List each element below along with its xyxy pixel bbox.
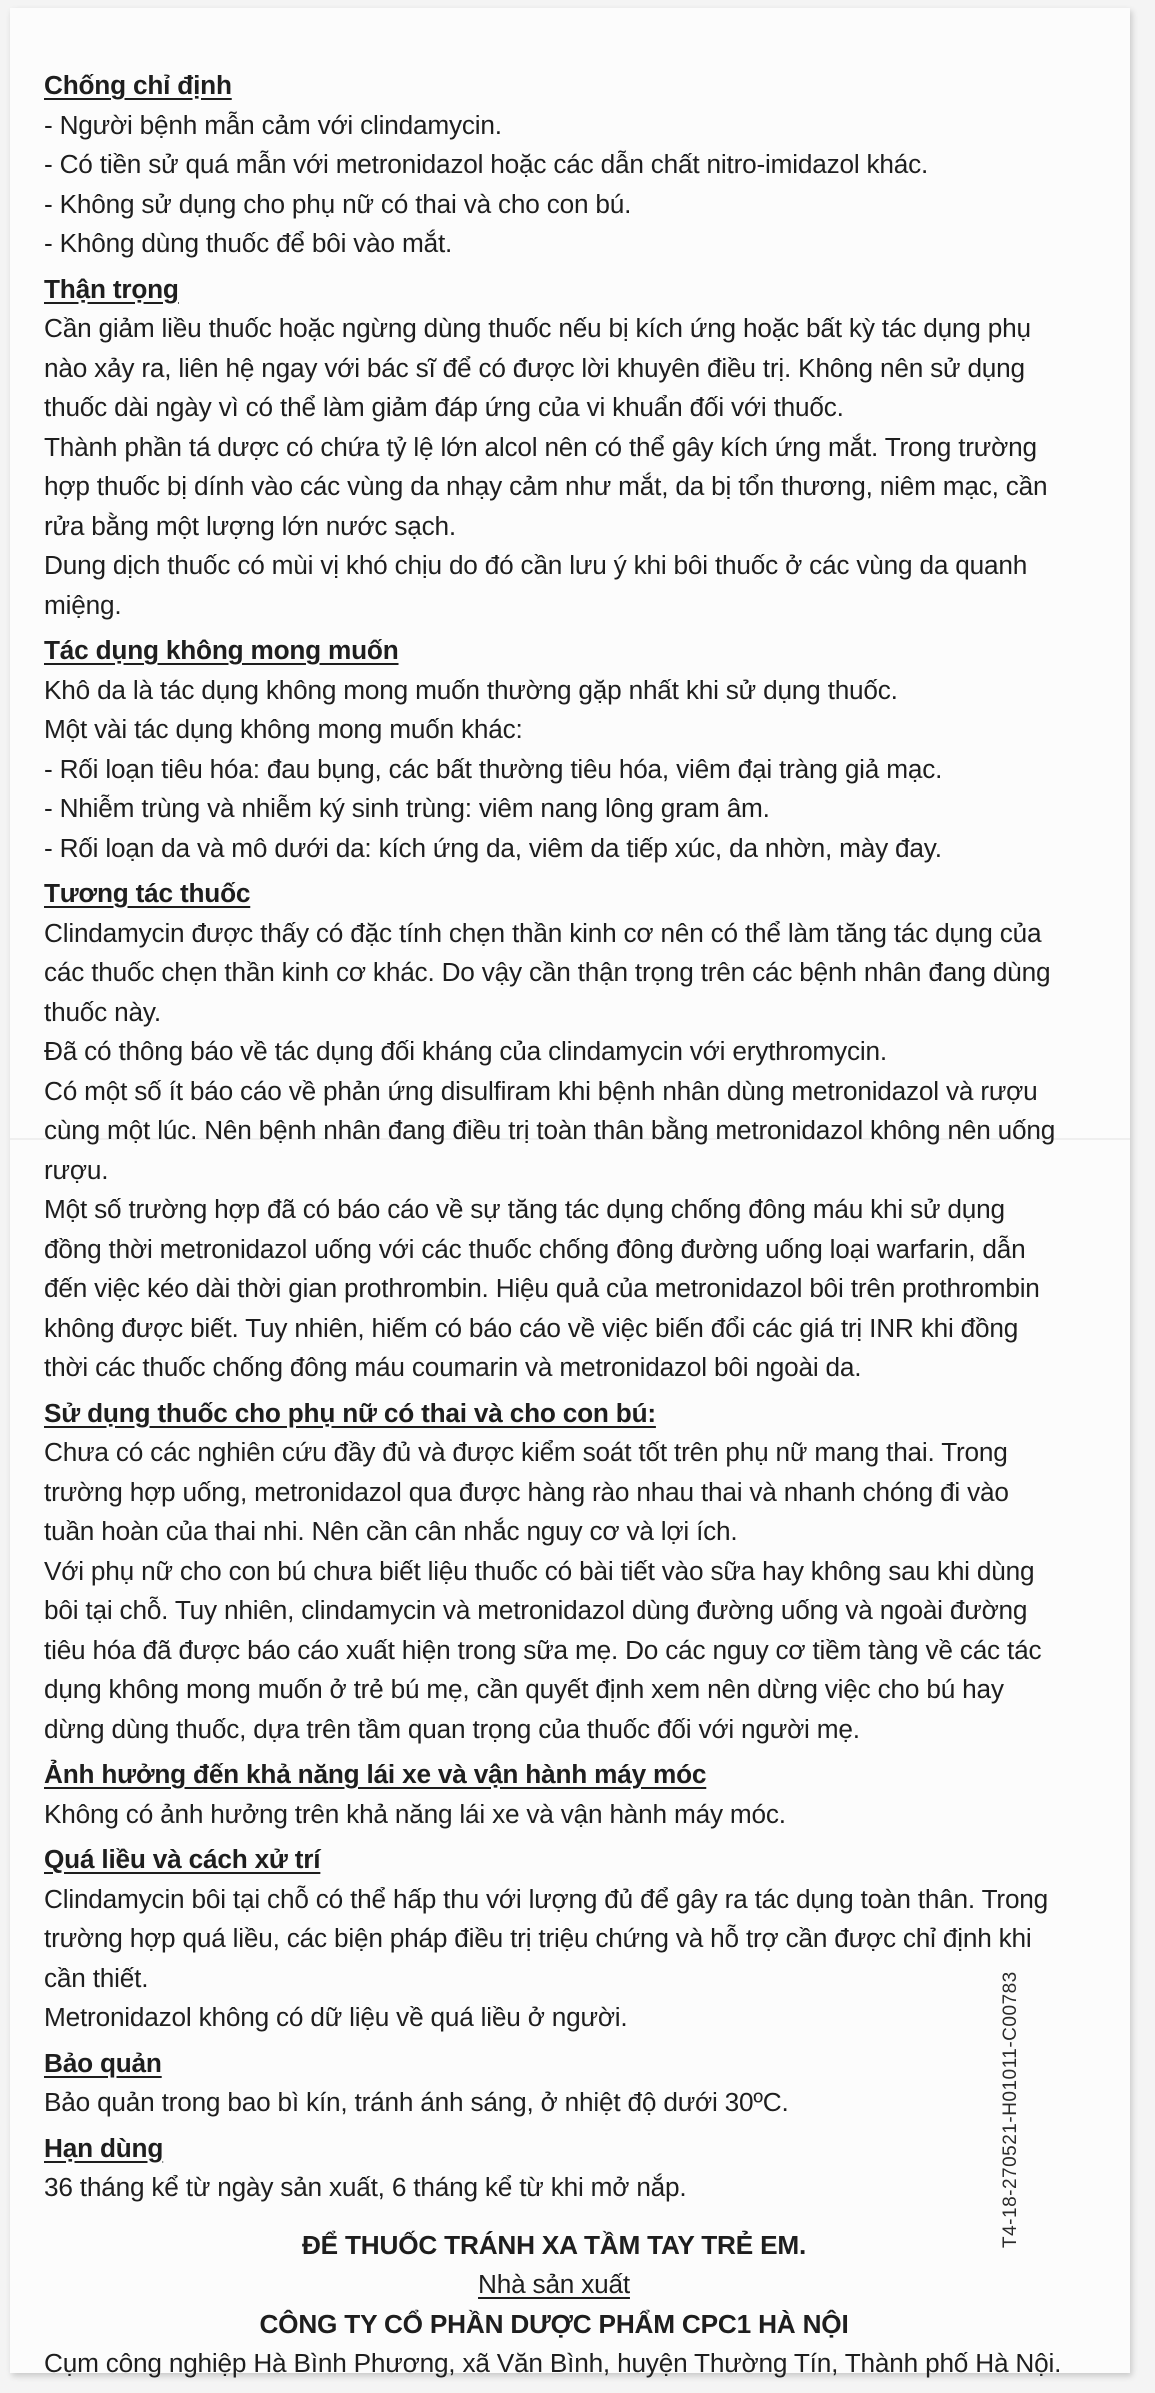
paragraph: - Người bệnh mẫn cảm với clindamycin. [44,109,502,140]
section-heading: Hạn dùng [44,2132,164,2163]
manufacturer-label: Nhà sản xuất [478,2269,630,2299]
section-shelf-life [44,2129,1064,2208]
side-print-code: T4-18-270521-H01011-C00783 [1000,1971,1021,2248]
section-heading: Sử dụng thuốc cho phụ nữ có thai và cho con bú: [44,1397,656,1428]
paragraph: Không có ảnh hưởng trên khả năng lái xe và vận hành máy móc. [44,1798,786,1829]
paragraph: Chưa có các nghiên cứu đầy đủ và được kiểm soát tốt trên phụ nữ mang thai. Trong trường hợp uống, metronidazol qua được hàng rào nhau thai và nhanh chóng đi vào tuần hoàn của thai nhi. Nên cần cân nhắc nguy cơ và lợi ích. [44,1437,1009,1546]
paragraph: Metronidazol không có dữ liệu về quá liều ở người. [44,2002,628,2032]
section-contraindications [44,66,1064,264]
section-heading: Chống chỉ định [44,70,232,100]
section-pregnancy-lactation [44,1394,1064,1750]
section-heading: Bảo quản [44,2047,162,2078]
paragraph: Thành phần tá dược có chứa tỷ lệ lớn alcol nên có thể gây kích ứng mắt. Trong trường hợp thuốc bị dính vào các vùng da nhạy cảm như mắt, da bị tổn thương, niêm mạc, cần rửa bằng một lượng lớn nước sạch. [44,431,1048,541]
paragraph: Khô da là tác dụng không mong muốn thường gặp nhất khi sử dụng thuốc. [44,674,898,705]
section-heading: Tương tác thuốc [44,878,251,908]
section-overdose [44,1840,1064,2038]
section-heading: Quá liều và cách xử trí [44,1844,321,1874]
paragraph: - Không sử dụng cho phụ nữ có thai và cho con bú. [44,188,632,219]
child-warning: ĐỂ THUỐC TRÁNH XA TẦM TAY TRẺ EM. [301,2229,807,2260]
paragraph: Có một số ít báo cáo về phản ứng disulfiram khi bệnh nhân dùng metronidazol và rượu cùng một lúc. Nên bệnh nhân đang điều trị toàn thân bằng metronidazol không nên uống rượu. [44,1075,1056,1185]
section-driving [44,1755,1064,1834]
section-heading: Ảnh hưởng đến khả năng lái xe và vận hành máy móc [44,1759,707,1789]
section-heading: Tác dụng không mong muốn [44,635,399,665]
company-name: CÔNG TY CỔ PHẦN DƯỢC PHẨM CPC1 HÀ NỘI [259,2308,849,2339]
paragraph: Dung dịch thuốc có mùi vị khó chịu do đó cần lưu ý khi bôi thuốc ở các vùng da quanh miệng. [44,550,1028,620]
leaflet-page [10,8,1130,2378]
section-side-effects [44,631,1064,868]
paragraph: Bảo quản trong bao bì kín, tránh ánh sáng, ở nhiệt độ dưới 30ºC. [44,2087,789,2117]
section-interactions [44,874,1064,1388]
paragraph: Cần giảm liều thuốc hoặc ngừng dùng thuốc nếu bị kích ứng hoặc bất kỳ tác dụng phụ nào xảy ra, liên hệ ngay với bác sĩ để có được lời khuyên điều trị. Không nên sử dụng thuốc dài ngày vì có thể làm giảm đáp ứng của vi khuẩn đối với thuốc. [44,313,1031,422]
footer [44,2226,1064,2384]
paragraph: - Nhiễm trùng và nhiễm ký sinh trùng: viêm nang lông gram âm. [44,793,770,823]
paragraph: Clindamycin được thấy có đặc tính chẹn thần kinh cơ nên có thể làm tăng tác dụng của các thuốc chẹn thần kinh cơ khác. Do vậy cần thận trọng trên các bệnh nhân đang dùng thuốc này. [44,917,1051,1027]
paragraph: - Rối loạn tiêu hóa: đau bụng, các bất thường tiêu hóa, viêm đại tràng giả mạc. [44,753,943,784]
paragraph: - Không dùng thuốc để bôi vào mắt. [44,228,453,258]
paragraph: 36 tháng kể từ ngày sản xuất, 6 tháng kể từ khi mở nắp. [44,2172,687,2202]
section-storage [44,2044,1064,2123]
paragraph: Đã có thông báo về tác dụng đối kháng của clindamycin với erythromycin. [44,1036,887,1066]
paragraph: Clindamycin bôi tại chỗ có thể hấp thu với lượng đủ để gây ra tác dụng toàn thân. Trong trường hợp quá liều, các biện pháp điều trị triệu chứng và hỗ trợ cần được chỉ định khi cần thiết. [44,1883,1049,1993]
paragraph: - Rối loạn da và mô dưới da: kích ứng da, viêm da tiếp xúc, da nhờn, mày đay. [44,832,942,863]
section-heading: Thận trọng [44,273,179,304]
section-precautions [44,270,1064,626]
paragraph: Một vài tác dụng không mong muốn khác: [44,714,523,744]
company-address: Cụm công nghiệp Hà Bình Phương, xã Văn Bình, huyện Thường Tín, Thành phố Hà Nội. [44,2348,1062,2378]
paragraph: - Có tiền sử quá mẫn với metronidazol hoặc các dẫn chất nitro-imidazol khác. [44,149,929,179]
leaflet-content [44,60,1064,2384]
paragraph: Một số trường hợp đã có báo cáo về sự tăng tác dụng chống đông máu khi sử dụng đồng thời metronidazol uống với các thuốc chống đông đường uống loại warfarin, dẫn đến việc kéo dài thời gian prothrombin. Hiệu quả của metronidazol bôi trên prothrombin không được biết. Tuy nhiên, hiếm có báo cáo về việc biến đổi các giá trị INR khi đồng thời các thuốc chống đông máu coumarin và metronidazol bôi ngoài da. [44,1194,1040,1382]
paragraph: Với phụ nữ cho con bú chưa biết liệu thuốc có bài tiết vào sữa hay không sau khi dùng bôi tại chỗ. Tuy nhiên, clindamycin và metronidazol dùng đường uống và ngoài đường tiêu hóa đã được báo cáo xuất hiện trong sữa mẹ. Do các nguy cơ tiềm tàng về các tác dụng không mong muốn ở trẻ bú mẹ, cần quyết định xem nên dừng việc cho bú hay dừng dùng thuốc, dựa trên tầm quan trọng của thuốc đối với người mẹ. [44,1555,1042,1744]
